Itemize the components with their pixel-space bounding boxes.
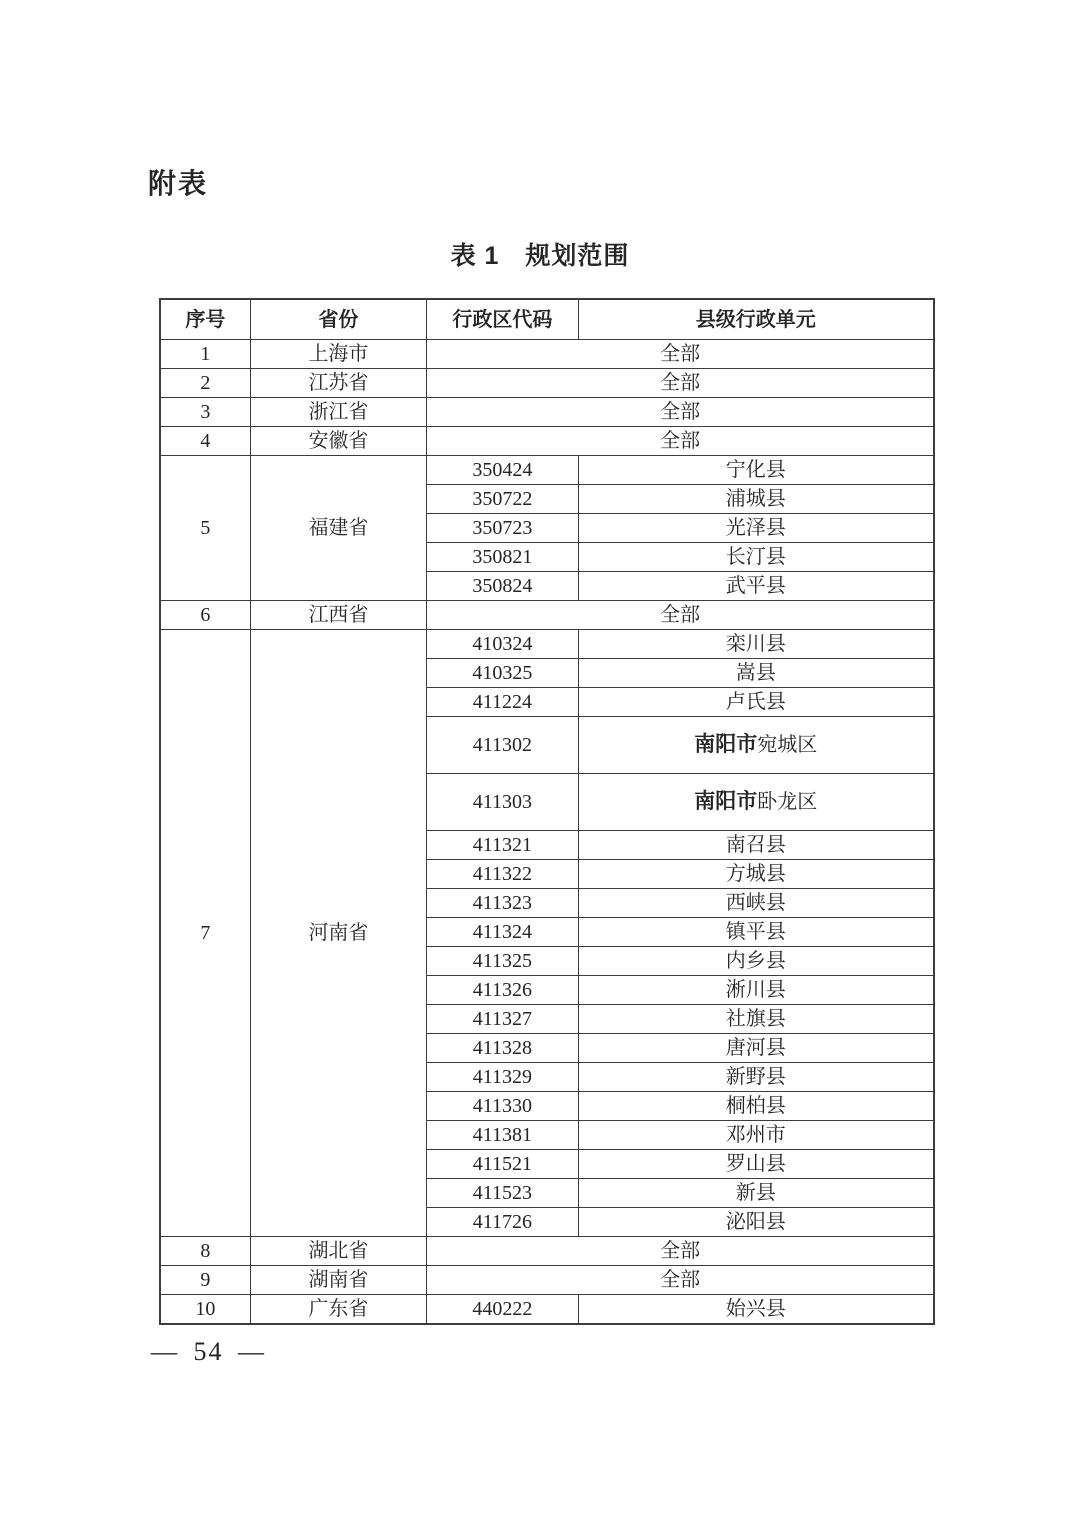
code-cell: 350723 [427, 514, 578, 543]
county-cell: 浦城县 [578, 485, 934, 514]
county-cell: 新县 [578, 1179, 934, 1208]
code-cell: 411321 [427, 831, 578, 860]
code-cell: 411324 [427, 918, 578, 947]
province-cell: 广东省 [250, 1295, 426, 1325]
row-index-cell: 8 [160, 1237, 250, 1266]
province-cell: 浙江省 [250, 398, 426, 427]
code-cell: 411302 [427, 717, 578, 774]
county-cell: 栾川县 [578, 630, 934, 659]
county-cell: 内乡县 [578, 947, 934, 976]
table-row [160, 630, 934, 659]
county-cell: 社旗县 [578, 1005, 934, 1034]
county-cell: 武平县 [578, 572, 934, 601]
county-cell: 桐柏县 [578, 1092, 934, 1121]
row-index-cell: 7 [160, 630, 250, 1237]
table-row [160, 601, 934, 630]
code-cell: 411726 [427, 1208, 578, 1237]
province-cell: 河南省 [250, 630, 426, 1237]
code-cell: 411328 [427, 1034, 578, 1063]
header-index: 序号 [160, 299, 250, 340]
county-cell: 泌阳县 [578, 1208, 934, 1237]
county-cell: 南召县 [578, 831, 934, 860]
code-cell: 411224 [427, 688, 578, 717]
county-cell: 嵩县 [578, 659, 934, 688]
row-index-cell: 5 [160, 456, 250, 601]
code-cell: 410325 [427, 659, 578, 688]
code-cell: 350424 [427, 456, 578, 485]
table-row [160, 369, 934, 398]
page-number: — 54 — [151, 1337, 266, 1366]
province-cell: 江西省 [250, 601, 426, 630]
table-row [160, 427, 934, 456]
code-cell: 411327 [427, 1005, 578, 1034]
table-row [160, 1237, 934, 1266]
code-cell: 411323 [427, 889, 578, 918]
county-cell: 唐河县 [578, 1034, 934, 1063]
county-cell: 罗山县 [578, 1150, 934, 1179]
code-cell: 350821 [427, 543, 578, 572]
coverage-all-cell: 全部 [427, 340, 934, 369]
appendix-label: 附表 [148, 168, 209, 199]
county-cell: 南阳市宛城区 [578, 717, 934, 774]
table-row [160, 398, 934, 427]
code-cell: 411325 [427, 947, 578, 976]
county-cell: 宁化县 [578, 456, 934, 485]
code-cell: 411523 [427, 1179, 578, 1208]
county-cell: 镇平县 [578, 918, 934, 947]
city-prefix-label: 南阳市 [694, 733, 758, 757]
county-cell: 西峡县 [578, 889, 934, 918]
code-cell: 411322 [427, 860, 578, 889]
row-index-cell: 2 [160, 369, 250, 398]
code-cell: 411326 [427, 976, 578, 1005]
table-title: 表 1 规划范围 [450, 242, 630, 270]
coverage-all-cell: 全部 [427, 1266, 934, 1295]
code-cell: 411521 [427, 1150, 578, 1179]
table-header-row [160, 299, 934, 340]
city-prefix-label: 南阳市 [694, 790, 758, 814]
table-body [160, 340, 934, 1325]
county-cell: 始兴县 [578, 1295, 934, 1325]
province-cell: 安徽省 [250, 427, 426, 456]
table-row [160, 1266, 934, 1295]
code-cell: 350824 [427, 572, 578, 601]
row-index-cell: 3 [160, 398, 250, 427]
header-county: 县级行政单元 [578, 299, 934, 340]
province-cell: 湖北省 [250, 1237, 426, 1266]
code-cell: 411381 [427, 1121, 578, 1150]
header-province: 省份 [250, 299, 426, 340]
province-cell: 福建省 [250, 456, 426, 601]
row-index-cell: 6 [160, 601, 250, 630]
code-cell: 410324 [427, 630, 578, 659]
county-cell: 光泽县 [578, 514, 934, 543]
province-cell: 上海市 [250, 340, 426, 369]
province-cell: 江苏省 [250, 369, 426, 398]
header-code: 行政区代码 [427, 299, 578, 340]
coverage-all-cell: 全部 [427, 1237, 934, 1266]
row-index-cell: 9 [160, 1266, 250, 1295]
county-cell: 方城县 [578, 860, 934, 889]
row-index-cell: 4 [160, 427, 250, 456]
county-cell: 邓州市 [578, 1121, 934, 1150]
table-row [160, 340, 934, 369]
province-cell: 湖南省 [250, 1266, 426, 1295]
county-cell: 长汀县 [578, 543, 934, 572]
table-row [160, 1295, 934, 1325]
row-index-cell: 10 [160, 1295, 250, 1325]
code-cell: 440222 [427, 1295, 578, 1325]
planning-scope-table [159, 298, 935, 1325]
coverage-all-cell: 全部 [427, 369, 934, 398]
code-cell: 411330 [427, 1092, 578, 1121]
county-cell: 卢氏县 [578, 688, 934, 717]
table-row [160, 456, 934, 485]
row-index-cell: 1 [160, 340, 250, 369]
code-cell: 411303 [427, 774, 578, 831]
coverage-all-cell: 全部 [427, 398, 934, 427]
code-cell: 350722 [427, 485, 578, 514]
county-cell: 新野县 [578, 1063, 934, 1092]
coverage-all-cell: 全部 [427, 427, 934, 456]
county-cell: 南阳市卧龙区 [578, 774, 934, 831]
coverage-all-cell: 全部 [427, 601, 934, 630]
code-cell: 411329 [427, 1063, 578, 1092]
county-cell: 淅川县 [578, 976, 934, 1005]
